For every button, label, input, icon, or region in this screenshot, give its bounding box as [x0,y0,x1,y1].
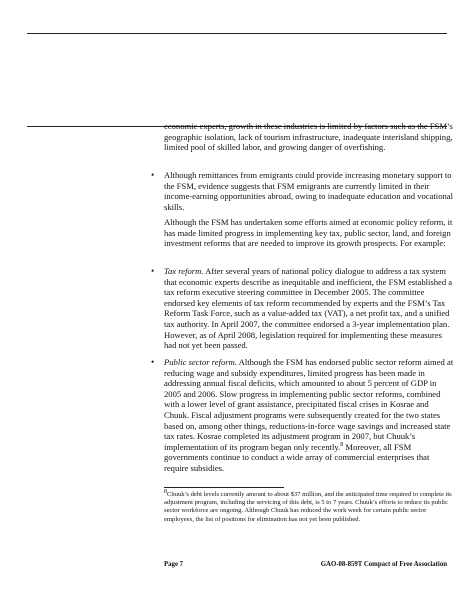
footnote-number: 8 [164,488,167,495]
bullet-tax-reform-text: After several years of national policy dialogue to address a tax system that economic experts describe as inequitable and inefficient, the FSM established a tax reform executive steering committee in December 2005. The committee endorsed key elements of tax reform recommended by experts and the FSM’s Tax Reform Task Force, such as a value-added tax (VAT), a net profit tax, and a unified tax authority. In April 2007, the committee endorsed a 3-year implementation plan. However, as of April 2008, legislation required for implementing these measures had not yet been passed. [164,266,453,351]
bullet-marker: • [151,357,155,367]
page-number: Page 7 [164,561,184,568]
bullet-public-sector-text-b: Moreover, all FSM governments continue to conduct a wide array of commercial enterprises that require subsidies. [164,441,430,473]
bullet-marker: • [151,170,155,180]
report-id: GAO-08-859T Compact of Free Association [320,561,447,568]
bullet-marker: • [151,266,155,276]
bullet-tax-reform-title: Tax reform. [164,266,204,276]
footnote-reference: 8 [340,441,344,448]
bullet-tax-reform [164,266,454,351]
footnote-rule [164,487,284,488]
paragraph-continuation: economic experts, growth in these industries is limited by factors such as the FSM’s geographic isolation, lack of tourism infrastructure, inadequate interisland shipping, limited pool of skilled labor, and growing danger of overfishing. [164,121,453,153]
top-rule [27,33,447,34]
bullet-public-sector-title: Public sector reform. [164,357,237,367]
footnote-text: Chuuk’s debt levels currently amount to about $37 million, and the anticipated time required to complete its adjustment program, including the servicing of this debt, is 5 to 7 years. Chuuk’s efforts to reduce its public sector workforce are ongoing. Although Chuuk has reduced the work week for certain public sector employees, the list of positions for elimination has not yet been published. [164,491,452,523]
bullet-public-sector-reform [164,357,454,474]
bullet-public-sector-text-a: Although the FSM has endorsed public sector reform aimed at reducing wage and subsidy expenditures, limited progress has been made in addressing annual fiscal deficits, which amounted to about 5 percent of GDP in 2005 and 2006. Slow progress in implementing public sector reforms, combined with a lower level of grant assistance, precipitated fiscal crises in Kosrae and Chuuk. Fiscal adjustment programs were subsequently created for the two states based on, among other things, reductions-in-force wage savings and increased state tax rates. Kosrae completed its adjustment program in 2007, but Chuuk’s implementation of its program began only recently. [164,357,454,452]
bullet-remittances: Although remittances from emigrants could provide increasing monetary support to the FSM, evidence suggests that FSM emigrants are currently limited in their income-earning opportunities abroad, owing to inadequate education and vocational skills. [164,170,453,212]
paragraph-policy-reform: Although the FSM has undertaken some efforts aimed at economic policy reform, it has made limited progress in implementing key tax, public sector, land, and foreign investment reforms that are needed to improve its growth prospects. For example: [164,217,453,249]
footnote [164,488,454,524]
